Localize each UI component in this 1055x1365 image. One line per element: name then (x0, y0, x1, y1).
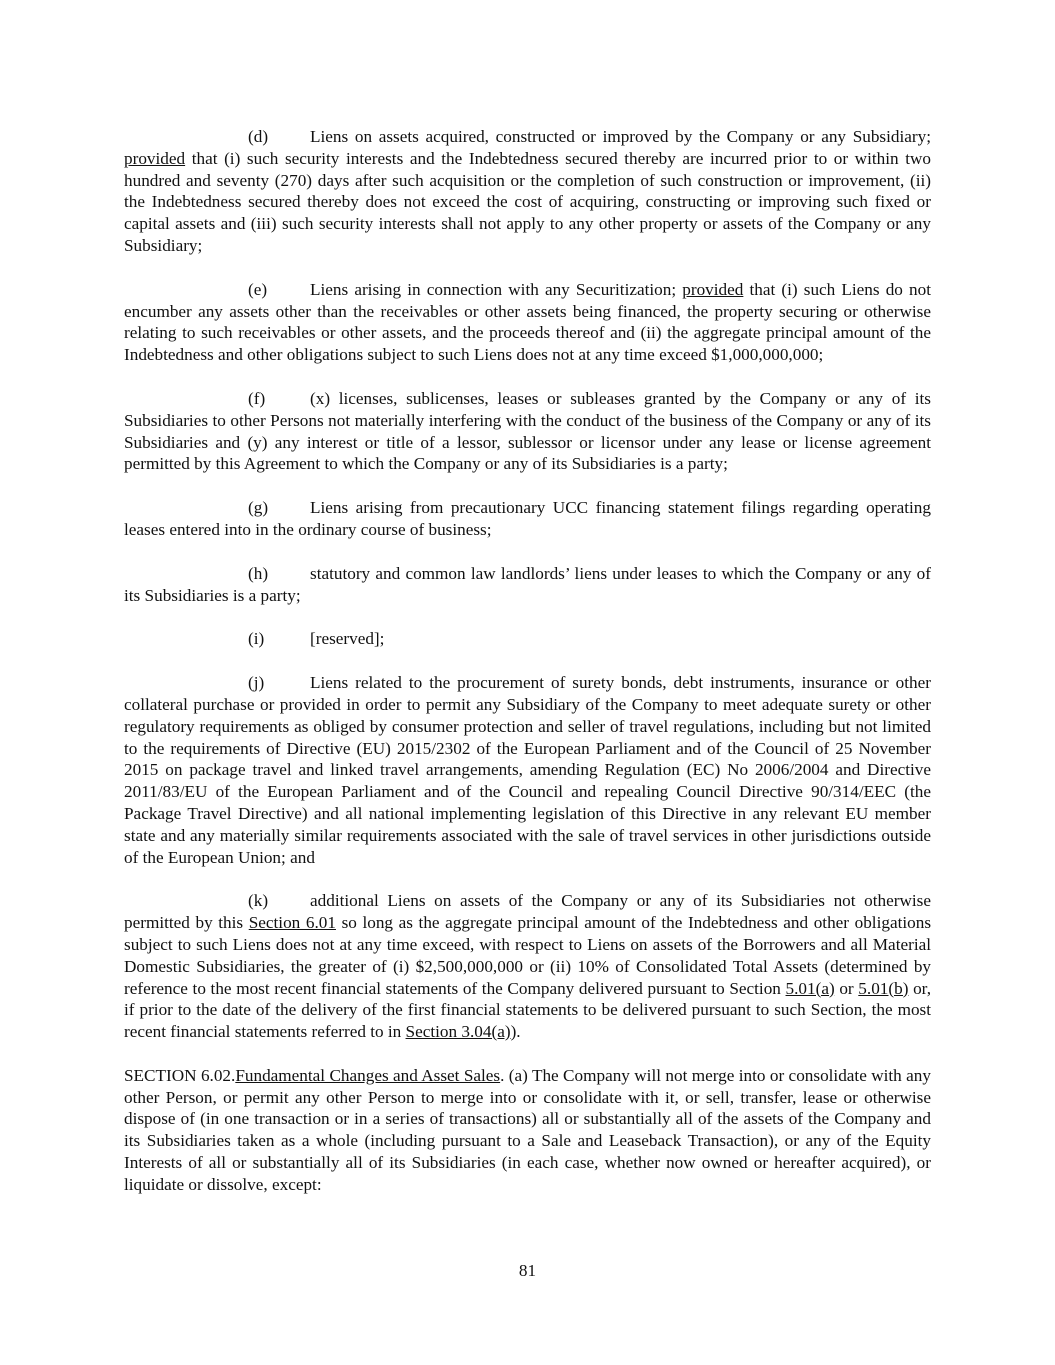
clause-e (124, 279, 931, 366)
section-reference-link: 5.01(b) (858, 978, 909, 998)
clause-text: or (834, 978, 859, 998)
clause-text: or, if prior to the date of the delivery of the first financial statements to be delivered pursuant to such Section, the most recent financial statements referred to in (124, 978, 931, 1042)
clause-label: (f) (248, 388, 266, 408)
section-reference-link: Section 3.04(a) (405, 1022, 511, 1042)
clause-text: (x) licenses, sublicenses, leases or subleases granted by the Company or any of its Subsidiaries to other Persons not materially interfering with the conduct of the business of the Company or any of its Subsidiaries and (y) any interest or title of a lessor, sublessor or licensor under any lease or license agreement permitted by this Agreement to which the Company or any of its Subsidiaries is a party; (124, 388, 931, 474)
clause-label: (j) (248, 673, 265, 693)
clause-d (124, 126, 931, 257)
section-text: . (a) The Company will not merge into or consolidate with any other Person, or permit any other Person to merge into or consolidate with it, or sell, transfer, lease or otherwise dispose of (in one transaction or in a series of transactions) all or substantially all of the assets of the Company and its Subsidiaries taken as a whole (including pursuant to a Sale and Leaseback Transaction), or any of the Equity Interests of all or substantially all of its Subsidiaries (in each case, whether now owned or hereafter acquired), or liquidate or dissolve, except: (124, 1065, 931, 1194)
clause-f (124, 388, 931, 475)
section-title: Fundamental Changes and Asset Sales (235, 1065, 501, 1085)
clause-text: statutory and common law landlords’ liens under leases to which the Company or any of its Subsidiaries is a party; (124, 563, 931, 605)
clause-label: (h) (248, 563, 269, 583)
clause-i (124, 628, 931, 650)
clause-text: additional Liens on assets of the Company or any of its Subsidiaries not otherwise permitted by this (124, 891, 931, 933)
section-6-02 (124, 1065, 931, 1196)
clause-text: Liens arising in connection with any Securitization; (310, 279, 683, 299)
clause-text: that (i) such Liens do not encumber any assets other than the receivables or other assets being financed, the property securing or otherwise relating to such receivables or other assets, and the proceeds thereof and (ii) the aggregate principal amount of the Indebtedness and other obligations subject to such Liens does not at any time exceed $1,000,000,000; (124, 279, 931, 365)
clause-label: (i) (248, 629, 265, 649)
section-number: SECTION 6.02. (124, 1065, 236, 1085)
underlined-term: provided (124, 148, 186, 168)
clause-label: (g) (248, 498, 269, 518)
page-number: 81 (518, 1261, 537, 1280)
clause-text: Liens arising from precautionary UCC financing statement filings regarding operating leases entered into in the ordinary course of business; (124, 498, 931, 539)
clause-label: (k) (248, 891, 269, 911)
clause-text: so long as the aggregate principal amount of the Indebtedness and other obligations subject to such Liens does not at any time exceed, with respect to Liens on assets of the Borrowers and all Material Domestic Subsidiaries, the greater of (i) $2,500,000,000 or (ii) 10% of Consolidated Total Assets (determined by reference to the most recent financial statements of the Company delivered pursuant to Section (124, 913, 932, 998)
clause-text: that (i) such security interests and the Indebtedness secured thereby are incurred prior to or within two hundred and seventy (270) days after such acquisition or the completion of such construction or improvement, (ii) the Indebtedness secured thereby does not exceed the cost of acquiring, constructing or improving such fixed or capital assets and (iii) such security interests shall not apply to any other property or assets of the Company or any Subsidiary; (124, 148, 931, 255)
clause-text: ). (510, 1022, 521, 1042)
clause-h (124, 563, 931, 607)
clause-label: (d) (248, 127, 269, 146)
clause-label: (e) (248, 279, 268, 299)
clause-g (124, 497, 931, 541)
clause-text: Liens related to the procurement of surety bonds, debt instruments, insurance or other collateral purchase or provided in order to permit any Subsidiary of the Company to meet adequate surety or other regulatory requirements as obliged by consumer protection and seller of travel regulations, including but not limited to the requirements of Directive (EU) 2015/2302 of the European Parliament and of the Council of 25 November 2015 on package travel and linked travel arrangements, amending Regulation (EC) No 2006/2004 and Directive 2011/83/EU of the European Parliament and of the Council and repealing Council Directive 90/314/EEC (the Package Travel Directive) and all national implementing legislation of this Directive in any relevant EU member state and any materially similar requirements associated with the sale of travel services in other jurisdictions outside of the European Union; and (124, 673, 931, 867)
underlined-term: provided (682, 279, 744, 299)
clause-j (124, 672, 931, 868)
clause-text: [reserved]; (310, 629, 385, 649)
document-page (124, 126, 931, 1218)
clause-text: Liens on assets acquired, constructed or improved by the Company or any Subsidiary; (310, 127, 931, 146)
section-reference-link: Section 6.01 (248, 913, 336, 933)
section-reference-link: 5.01(a) (785, 978, 835, 998)
clause-k (124, 890, 931, 1043)
